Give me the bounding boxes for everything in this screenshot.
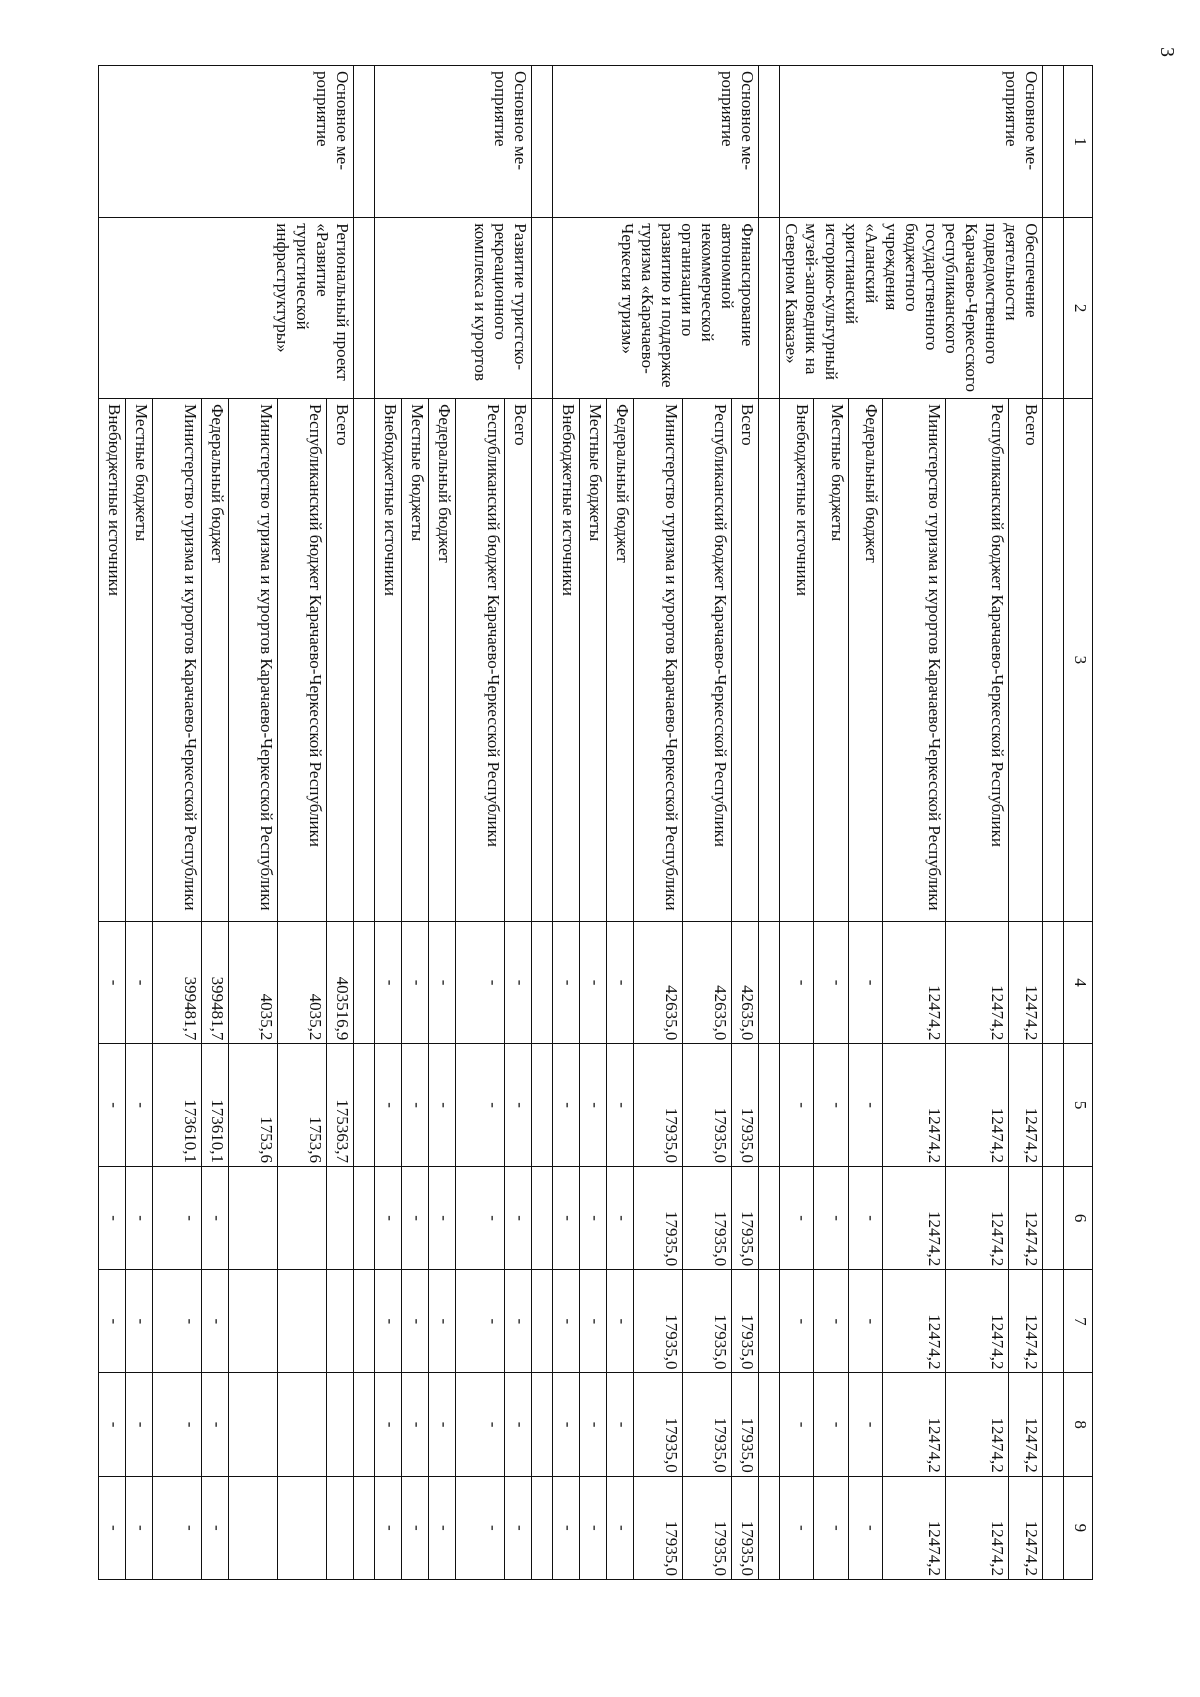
page-number: 3 bbox=[1156, 47, 1178, 57]
amount-cell: 12474,2 bbox=[945, 1270, 1008, 1373]
amount-cell: 17935,0 bbox=[732, 1044, 759, 1167]
amount-cell bbox=[278, 1373, 327, 1476]
amount-cell: 17935,0 bbox=[683, 1166, 732, 1269]
funding-source-cell: Республиканский бюджет Карачаево-Черкесской Республики bbox=[456, 398, 505, 921]
spacer-cell bbox=[1043, 1044, 1064, 1167]
spacer-cell bbox=[354, 1044, 375, 1167]
amount-cell: 12474,2 bbox=[945, 1373, 1008, 1476]
amount-cell: 12474,2 bbox=[883, 1044, 946, 1167]
amount-cell: - bbox=[848, 1373, 882, 1476]
group-spacer-row bbox=[532, 66, 553, 1580]
activity-name-cell: Развитие туристско- рекреационного комплекса и курортов bbox=[375, 218, 532, 399]
column-number-4: 4 bbox=[1064, 921, 1093, 1044]
amount-cell: - bbox=[456, 1373, 505, 1476]
spacer-cell bbox=[1043, 1373, 1064, 1476]
column-number-9: 9 bbox=[1064, 1476, 1093, 1579]
amount-cell: - bbox=[553, 1166, 580, 1269]
spacer-cell bbox=[759, 1270, 780, 1373]
amount-cell: 12474,2 bbox=[945, 1166, 1008, 1269]
amount-cell bbox=[278, 1476, 327, 1579]
amount-cell bbox=[327, 1373, 354, 1476]
amount-cell: - bbox=[780, 921, 815, 1044]
amount-cell: 4035,2 bbox=[229, 921, 278, 1044]
amount-cell: - bbox=[153, 1476, 202, 1579]
spacer-cell bbox=[1043, 921, 1064, 1044]
amount-cell: - bbox=[402, 1166, 429, 1269]
amount-cell: - bbox=[99, 921, 126, 1044]
amount-cell: 12474,2 bbox=[1008, 1044, 1042, 1167]
group-spacer-row bbox=[1043, 66, 1064, 1580]
table-header bbox=[1064, 66, 1093, 1580]
amount-cell: - bbox=[505, 1476, 532, 1579]
amount-cell: - bbox=[126, 1044, 153, 1167]
amount-cell: 17935,0 bbox=[634, 1270, 683, 1373]
amount-cell: 1753,6 bbox=[229, 1044, 278, 1167]
amount-cell: 12474,2 bbox=[883, 1166, 946, 1269]
amount-cell: 1753,6 bbox=[278, 1044, 327, 1167]
amount-cell: - bbox=[99, 1476, 126, 1579]
funding-source-cell: Всего bbox=[327, 398, 354, 921]
amount-cell: 42635,0 bbox=[683, 921, 732, 1044]
activity-type-cell: Основное ме- роприятие bbox=[99, 66, 354, 218]
amount-cell: - bbox=[429, 921, 456, 1044]
amount-cell: 12474,2 bbox=[945, 1044, 1008, 1167]
amount-cell: - bbox=[456, 1270, 505, 1373]
amount-cell: - bbox=[553, 1373, 580, 1476]
amount-cell: - bbox=[580, 1373, 607, 1476]
spacer-cell bbox=[1043, 66, 1064, 218]
amount-cell: - bbox=[429, 1166, 456, 1269]
spacer-cell bbox=[759, 218, 780, 399]
activity-name-cell: Обеспечение деятельности подведомственного Карачаево-Черкесского республиканского государственного бюджетного учреждения «Аланский христианский историко-культурный музей-заповедник на Северном Кавказе» bbox=[780, 218, 1043, 399]
amount-cell: 12474,2 bbox=[883, 1476, 946, 1579]
amount-cell: - bbox=[456, 1476, 505, 1579]
funding-source-cell: Местные бюджеты bbox=[402, 398, 429, 921]
amount-cell: - bbox=[848, 1476, 882, 1579]
amount-cell: 42635,0 bbox=[634, 921, 683, 1044]
amount-cell: - bbox=[126, 1166, 153, 1269]
amount-cell: - bbox=[553, 921, 580, 1044]
amount-cell: - bbox=[456, 921, 505, 1044]
amount-cell: - bbox=[553, 1476, 580, 1579]
amount-cell: 173610,1 bbox=[202, 1044, 229, 1167]
spacer-cell bbox=[759, 66, 780, 218]
funding-source-cell: Министерство туризма и курортов Карачаево-Черкесской Республики bbox=[153, 398, 202, 921]
group-spacer-row bbox=[354, 66, 375, 1580]
amount-cell: - bbox=[429, 1270, 456, 1373]
amount-cell: - bbox=[99, 1270, 126, 1373]
activity-name-cell: Региональный проект «Развитие туристической инфраструктуры» bbox=[99, 218, 354, 399]
amount-cell: - bbox=[607, 1476, 634, 1579]
column-number-5: 5 bbox=[1064, 1044, 1093, 1167]
spacer-cell bbox=[532, 1270, 553, 1373]
spacer-cell bbox=[532, 1373, 553, 1476]
amount-cell: 12474,2 bbox=[1008, 1166, 1042, 1269]
amount-cell: - bbox=[402, 921, 429, 1044]
spacer-cell bbox=[759, 1166, 780, 1269]
amount-cell: 12474,2 bbox=[883, 1270, 946, 1373]
amount-cell bbox=[229, 1373, 278, 1476]
funding-source-cell: Федеральный бюджет bbox=[429, 398, 456, 921]
column-number-8: 8 bbox=[1064, 1373, 1093, 1476]
amount-cell: - bbox=[99, 1373, 126, 1476]
group-spacer-row bbox=[759, 66, 780, 1580]
amount-cell: - bbox=[780, 1373, 815, 1476]
funding-source-cell: Внебюджетные источники bbox=[375, 398, 402, 921]
column-number-row bbox=[1064, 66, 1093, 1580]
amount-cell: - bbox=[375, 1044, 402, 1167]
funding-source-cell: Местные бюджеты bbox=[126, 398, 153, 921]
amount-cell: - bbox=[580, 1166, 607, 1269]
column-number-1: 1 bbox=[1064, 66, 1093, 218]
amount-cell: 17935,0 bbox=[732, 1373, 759, 1476]
spacer-cell bbox=[1043, 1476, 1064, 1579]
spacer-cell bbox=[532, 1476, 553, 1579]
amount-cell: - bbox=[814, 1166, 848, 1269]
column-number-2: 2 bbox=[1064, 218, 1093, 399]
amount-cell: 12474,2 bbox=[1008, 1373, 1042, 1476]
amount-cell: - bbox=[607, 1373, 634, 1476]
amount-cell: 12474,2 bbox=[883, 1373, 946, 1476]
table-row bbox=[327, 66, 354, 1580]
column-number-6: 6 bbox=[1064, 1166, 1093, 1269]
amount-cell bbox=[327, 1270, 354, 1373]
funding-source-cell: Федеральный бюджет bbox=[848, 398, 882, 921]
amount-cell: - bbox=[580, 1044, 607, 1167]
amount-cell: - bbox=[780, 1044, 815, 1167]
amount-cell bbox=[278, 1270, 327, 1373]
amount-cell: - bbox=[456, 1166, 505, 1269]
amount-cell: 42635,0 bbox=[732, 921, 759, 1044]
amount-cell: - bbox=[153, 1166, 202, 1269]
spacer-cell bbox=[1043, 1270, 1064, 1373]
amount-cell: - bbox=[375, 921, 402, 1044]
table-row bbox=[1008, 66, 1042, 1580]
amount-cell: 12474,2 bbox=[945, 1476, 1008, 1579]
spacer-cell bbox=[354, 1373, 375, 1476]
amount-cell bbox=[278, 1166, 327, 1269]
amount-cell: - bbox=[402, 1044, 429, 1167]
amount-cell bbox=[327, 1476, 354, 1579]
amount-cell: - bbox=[848, 1044, 882, 1167]
amount-cell: 12474,2 bbox=[883, 921, 946, 1044]
funding-source-cell: Республиканский бюджет Карачаево-Черкесской Республики bbox=[945, 398, 1008, 921]
amount-cell: - bbox=[848, 1166, 882, 1269]
amount-cell bbox=[229, 1166, 278, 1269]
amount-cell: 17935,0 bbox=[732, 1270, 759, 1373]
amount-cell: - bbox=[375, 1476, 402, 1579]
spacer-cell bbox=[759, 1476, 780, 1579]
amount-cell: - bbox=[402, 1476, 429, 1579]
amount-cell: - bbox=[456, 1044, 505, 1167]
funding-source-cell: Внебюджетные источники bbox=[99, 398, 126, 921]
spacer-cell bbox=[532, 1044, 553, 1167]
amount-cell: - bbox=[505, 1044, 532, 1167]
amount-cell: 17935,0 bbox=[634, 1044, 683, 1167]
amount-cell: - bbox=[814, 1044, 848, 1167]
amount-cell: - bbox=[553, 1270, 580, 1373]
amount-cell: 175363,7 bbox=[327, 1044, 354, 1167]
amount-cell: - bbox=[814, 1373, 848, 1476]
spacer-cell bbox=[759, 1044, 780, 1167]
amount-cell: 12474,2 bbox=[1008, 1270, 1042, 1373]
amount-cell: 17935,0 bbox=[732, 1476, 759, 1579]
amount-cell: - bbox=[375, 1270, 402, 1373]
spacer-cell bbox=[532, 66, 553, 218]
spacer-cell bbox=[759, 1373, 780, 1476]
amount-cell: - bbox=[607, 1044, 634, 1167]
amount-cell: - bbox=[814, 1476, 848, 1579]
amount-cell: - bbox=[153, 1373, 202, 1476]
spacer-cell bbox=[354, 921, 375, 1044]
amount-cell: - bbox=[429, 1476, 456, 1579]
spacer-cell bbox=[532, 398, 553, 921]
amount-cell: - bbox=[126, 1476, 153, 1579]
funding-source-cell: Всего bbox=[732, 398, 759, 921]
amount-cell: 12474,2 bbox=[1008, 921, 1042, 1044]
spacer-cell bbox=[354, 1476, 375, 1579]
amount-cell: - bbox=[126, 1270, 153, 1373]
spacer-cell bbox=[532, 218, 553, 399]
funding-source-cell: Министерство туризма и курортов Карачаево-Черкесской Республики bbox=[634, 398, 683, 921]
table-row bbox=[505, 66, 532, 1580]
column-number-7: 7 bbox=[1064, 1270, 1093, 1373]
funding-source-cell: Республиканский бюджет Карачаево-Черкесской Республики bbox=[278, 398, 327, 921]
spacer-cell bbox=[759, 921, 780, 1044]
rotated-table-wrapper bbox=[93, 65, 1093, 1580]
amount-cell: 17935,0 bbox=[683, 1373, 732, 1476]
amount-cell: - bbox=[429, 1373, 456, 1476]
amount-cell: - bbox=[814, 1270, 848, 1373]
amount-cell: - bbox=[607, 921, 634, 1044]
activity-name-cell: Финансирование автономной некоммерческой организации по развитию и поддержке туризма «Карачаево-Черкесия туризм» bbox=[553, 218, 759, 399]
amount-cell: - bbox=[402, 1270, 429, 1373]
spacer-cell bbox=[354, 1270, 375, 1373]
spacer-cell bbox=[1043, 218, 1064, 399]
amount-cell: - bbox=[202, 1166, 229, 1269]
amount-cell: - bbox=[505, 1270, 532, 1373]
funding-source-cell: Министерство туризма и курортов Карачаево-Черкесской Республики bbox=[229, 398, 278, 921]
amount-cell: - bbox=[402, 1373, 429, 1476]
amount-cell: - bbox=[580, 1476, 607, 1579]
amount-cell: - bbox=[202, 1476, 229, 1579]
amount-cell: - bbox=[429, 1044, 456, 1167]
amount-cell: - bbox=[780, 1166, 815, 1269]
budget-table bbox=[98, 65, 1093, 1580]
funding-source-cell: Федеральный бюджет bbox=[202, 398, 229, 921]
table-body bbox=[99, 66, 1064, 1580]
amount-cell: - bbox=[814, 921, 848, 1044]
spacer-cell bbox=[354, 1166, 375, 1269]
amount-cell: 17935,0 bbox=[683, 1476, 732, 1579]
spacer-cell bbox=[354, 218, 375, 399]
amount-cell: 399481,7 bbox=[202, 921, 229, 1044]
amount-cell: - bbox=[607, 1166, 634, 1269]
amount-cell: - bbox=[780, 1270, 815, 1373]
spacer-cell bbox=[354, 66, 375, 218]
amount-cell: - bbox=[580, 1270, 607, 1373]
funding-source-cell: Всего bbox=[505, 398, 532, 921]
amount-cell: 12474,2 bbox=[1008, 1476, 1042, 1579]
amount-cell: 17935,0 bbox=[634, 1166, 683, 1269]
funding-source-cell: Местные бюджеты bbox=[814, 398, 848, 921]
amount-cell: - bbox=[202, 1373, 229, 1476]
amount-cell: - bbox=[375, 1373, 402, 1476]
amount-cell: 12474,2 bbox=[945, 921, 1008, 1044]
amount-cell: 17935,0 bbox=[683, 1270, 732, 1373]
amount-cell: 399481,7 bbox=[153, 921, 202, 1044]
spacer-cell bbox=[759, 398, 780, 921]
amount-cell: 4035,2 bbox=[278, 921, 327, 1044]
amount-cell: - bbox=[153, 1270, 202, 1373]
activity-type-cell: Основное ме- роприятие bbox=[375, 66, 532, 218]
amount-cell: 403516,9 bbox=[327, 921, 354, 1044]
funding-source-cell: Всего bbox=[1008, 398, 1042, 921]
amount-cell bbox=[229, 1476, 278, 1579]
funding-source-cell: Федеральный бюджет bbox=[607, 398, 634, 921]
spacer-cell bbox=[354, 398, 375, 921]
amount-cell: - bbox=[99, 1044, 126, 1167]
amount-cell: - bbox=[848, 1270, 882, 1373]
amount-cell: - bbox=[848, 921, 882, 1044]
spacer-cell bbox=[532, 1166, 553, 1269]
amount-cell: 17935,0 bbox=[634, 1373, 683, 1476]
amount-cell: - bbox=[607, 1270, 634, 1373]
amount-cell: - bbox=[505, 1166, 532, 1269]
amount-cell: - bbox=[126, 921, 153, 1044]
amount-cell: - bbox=[505, 1373, 532, 1476]
amount-cell: - bbox=[202, 1270, 229, 1373]
column-number-3: 3 bbox=[1064, 398, 1093, 921]
activity-type-cell: Основное ме- роприятие bbox=[553, 66, 759, 218]
amount-cell: - bbox=[505, 921, 532, 1044]
amount-cell: - bbox=[553, 1044, 580, 1167]
amount-cell bbox=[229, 1270, 278, 1373]
funding-source-cell: Министерство туризма и курортов Карачаево-Черкесской Республики bbox=[883, 398, 946, 921]
amount-cell bbox=[327, 1166, 354, 1269]
spacer-cell bbox=[1043, 398, 1064, 921]
amount-cell: - bbox=[126, 1373, 153, 1476]
activity-type-cell: Основное ме- роприятие bbox=[780, 66, 1043, 218]
amount-cell: 173610,1 bbox=[153, 1044, 202, 1167]
amount-cell: 17935,0 bbox=[634, 1476, 683, 1579]
spacer-cell bbox=[532, 921, 553, 1044]
amount-cell: - bbox=[780, 1476, 815, 1579]
amount-cell: 17935,0 bbox=[732, 1166, 759, 1269]
amount-cell: - bbox=[375, 1166, 402, 1269]
funding-source-cell: Внебюджетные источники bbox=[553, 398, 580, 921]
funding-source-cell: Внебюджетные источники bbox=[780, 398, 815, 921]
funding-source-cell: Республиканский бюджет Карачаево-Черкесской Республики bbox=[683, 398, 732, 921]
amount-cell: - bbox=[99, 1166, 126, 1269]
amount-cell: - bbox=[580, 921, 607, 1044]
table-row bbox=[732, 66, 759, 1580]
amount-cell: 17935,0 bbox=[683, 1044, 732, 1167]
spacer-cell bbox=[1043, 1166, 1064, 1269]
funding-source-cell: Местные бюджеты bbox=[580, 398, 607, 921]
